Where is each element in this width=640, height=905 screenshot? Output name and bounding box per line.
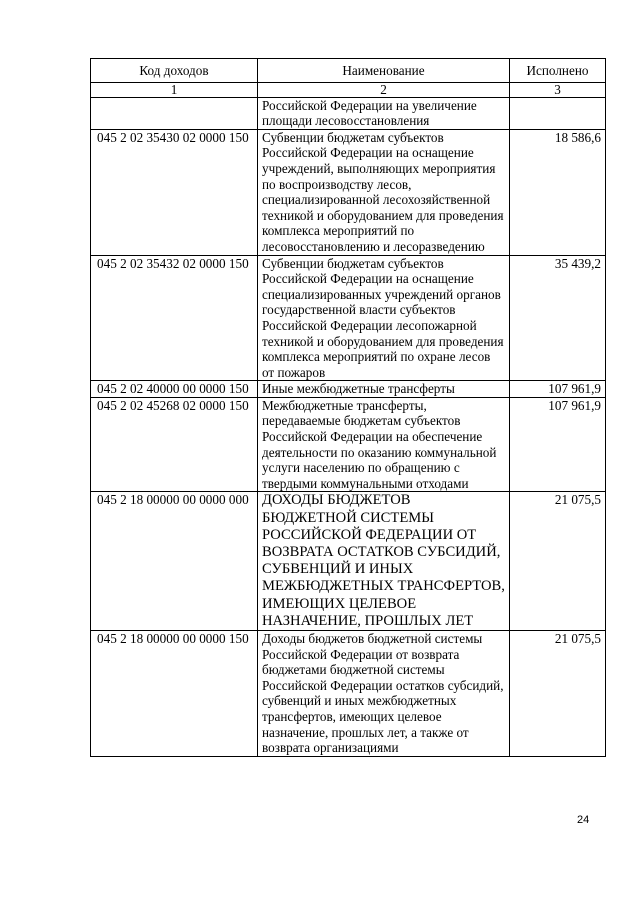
revenue-table bbox=[90, 58, 606, 757]
row-code: 045 2 02 35432 02 0000 150 bbox=[91, 255, 258, 381]
row-value bbox=[510, 97, 606, 129]
row-code: 045 2 18 00000 00 0000 000 bbox=[91, 492, 258, 631]
row-value: 35 439,2 bbox=[510, 255, 606, 381]
column-number-3: 3 bbox=[510, 82, 606, 97]
table-row bbox=[91, 492, 606, 631]
row-name: Межбюджетные трансферты, передаваемые бюджетам субъектов Российской Федерации на обеспечение деятельности по оказанию коммунальной услуги населению по обращению с твердыми коммунальными отходами bbox=[258, 397, 510, 492]
row-code bbox=[91, 97, 258, 129]
table-row bbox=[91, 381, 606, 398]
row-code: 045 2 02 40000 00 0000 150 bbox=[91, 381, 258, 398]
row-name: Субвенции бюджетам субъектов Российской Федерации на оснащение учреждений, выполняющих мероприятия по воспроизводству лесов, специализированной лесохозяйственной техникой и оборудованием для проведения комплекса мероприятий по лесовосстановлению и лесоразведению bbox=[258, 129, 510, 255]
row-code: 045 2 18 00000 00 0000 150 bbox=[91, 631, 258, 757]
row-code: 045 2 02 45268 02 0000 150 bbox=[91, 397, 258, 492]
row-code: 045 2 02 35430 02 0000 150 bbox=[91, 129, 258, 255]
table-row bbox=[91, 129, 606, 255]
table-row bbox=[91, 631, 606, 757]
table-row bbox=[91, 97, 606, 129]
row-name: Российской Федерации на увеличение площади лесовосстановления bbox=[258, 97, 510, 129]
row-value: 107 961,9 bbox=[510, 397, 606, 492]
column-number-row bbox=[91, 82, 606, 97]
row-value: 107 961,9 bbox=[510, 381, 606, 398]
header-name: Наименование bbox=[258, 59, 510, 83]
row-name: Доходы бюджетов бюджетной системы Российской Федерации от возврата бюджетами бюджетной системы Российской Федерации остатков субсидий, субвенций и иных межбюджетных трансфертов, имеющих целевое назначение, прошлых лет, а также от возврата организациями bbox=[258, 631, 510, 757]
row-value: 21 075,5 bbox=[510, 631, 606, 757]
header-row bbox=[91, 59, 606, 83]
table-row bbox=[91, 397, 606, 492]
column-number-1: 1 bbox=[91, 82, 258, 97]
page-number: 24 bbox=[577, 814, 590, 826]
header-executed: Исполнено bbox=[510, 59, 606, 83]
row-name: Субвенции бюджетам субъектов Российской Федерации на оснащение специализированных учреждений органов государственной власти субъектов Российской Федерации лесопожарной техникой и оборудованием для проведения комплекса мероприятий по охране лесов от пожаров bbox=[258, 255, 510, 381]
row-name: Иные межбюджетные трансферты bbox=[258, 381, 510, 398]
table-row bbox=[91, 255, 606, 381]
column-number-2: 2 bbox=[258, 82, 510, 97]
row-value: 18 586,6 bbox=[510, 129, 606, 255]
row-name: ДОХОДЫ БЮДЖЕТОВ БЮДЖЕТНОЙ СИСТЕМЫ РОССИЙСКОЙ ФЕДЕРАЦИИ ОТ ВОЗВРАТА ОСТАТКОВ СУБСИДИЙ, СУБВЕНЦИЙ И ИНЫХ МЕЖБЮДЖЕТНЫХ ТРАНСФЕРТОВ, ИМЕЮЩИХ ЦЕЛЕВОЕ НАЗНАЧЕНИЕ, ПРОШЛЫХ ЛЕТ bbox=[258, 492, 510, 631]
header-code: Код доходов bbox=[91, 59, 258, 83]
row-value: 21 075,5 bbox=[510, 492, 606, 631]
